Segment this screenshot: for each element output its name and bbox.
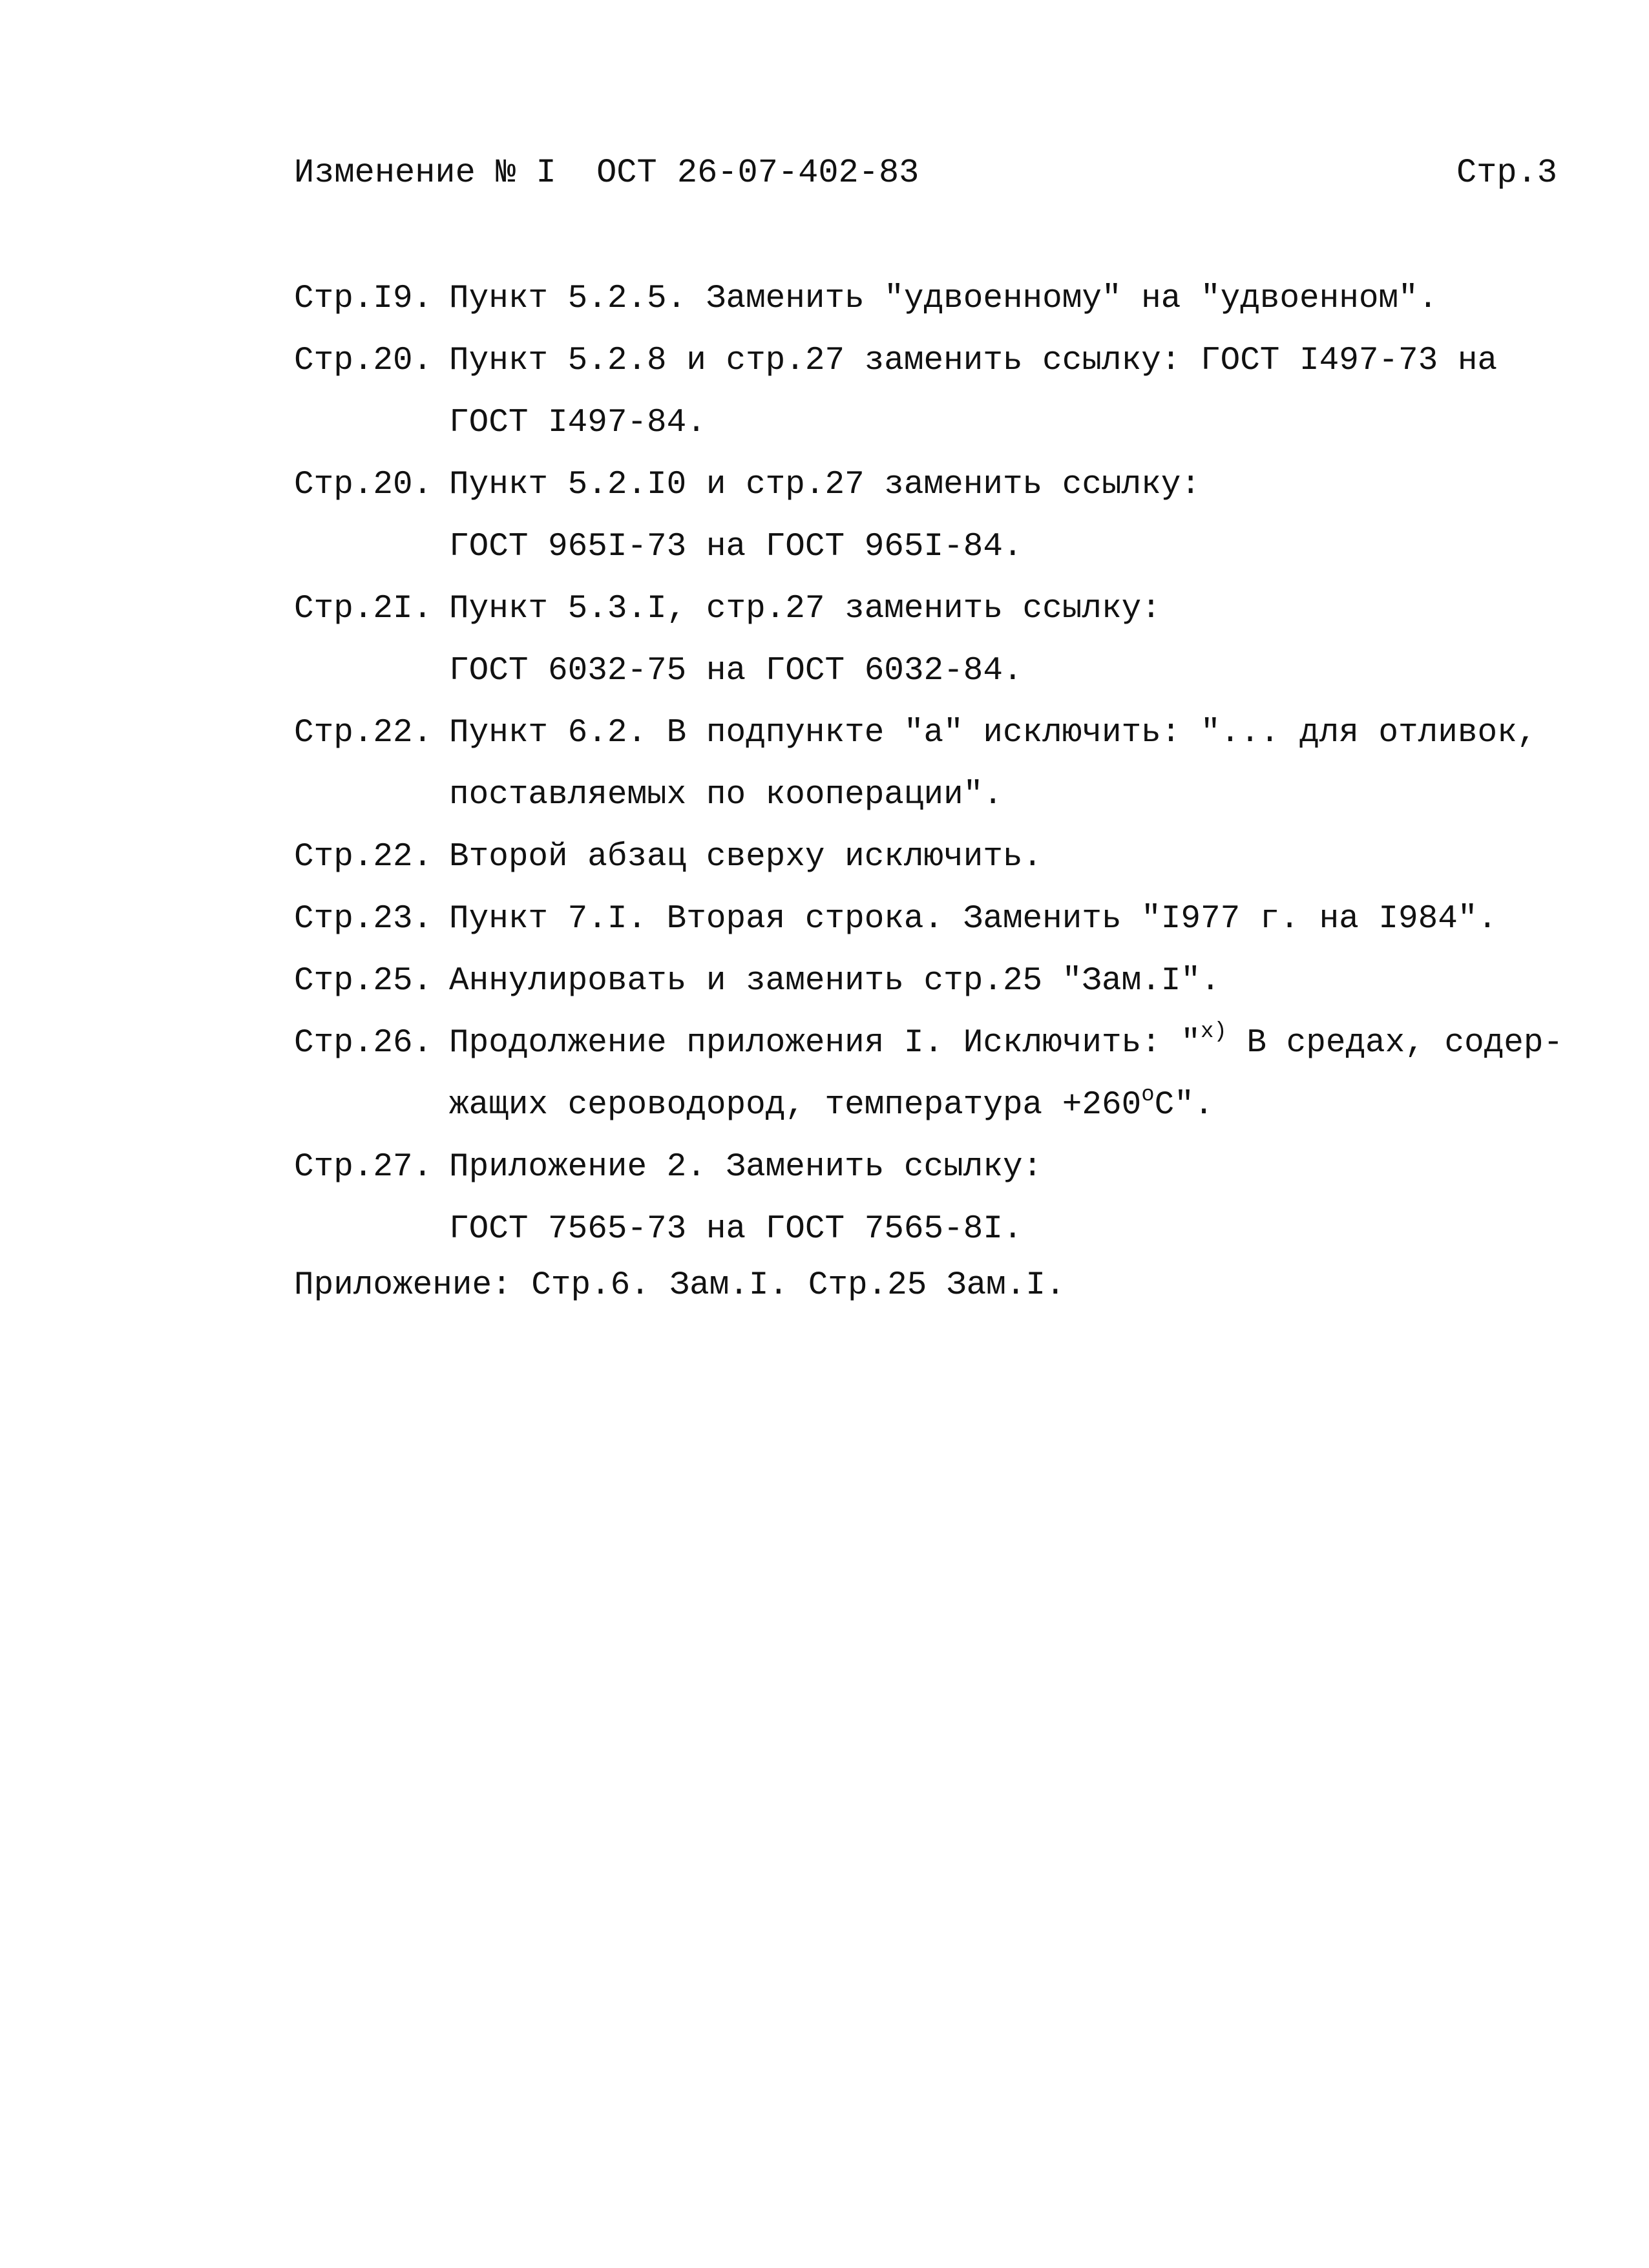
- degree-mark: о: [1141, 1083, 1155, 1108]
- change-text: [449, 888, 1560, 950]
- change-line: Приложение 2. Заменить ссылку:: [449, 1149, 1043, 1186]
- change-line-part: В средах, содер-: [1226, 1025, 1564, 1062]
- change-line: [449, 1075, 1563, 1137]
- change-line: ГОСТ 6032-75 на ГОСТ 6032-84.: [449, 653, 1023, 689]
- change-line-part: жащих сероводород, температура +260: [449, 1087, 1142, 1124]
- page-reference: Стр.25.: [294, 963, 433, 1000]
- change-item: [294, 888, 1560, 950]
- change-line: Пункт 5.2.I0 и стр.27 заменить ссылку:: [449, 467, 1201, 503]
- page-reference: Стр.26.: [294, 1025, 433, 1062]
- change-item: [294, 454, 1560, 578]
- change-line-part: С".: [1154, 1087, 1214, 1124]
- change-text: [449, 1137, 1560, 1261]
- change-line: Аннулировать и заменить стр.25 "Зам.I".: [449, 963, 1221, 1000]
- page-reference: Стр.20.: [294, 467, 433, 503]
- change-text: [449, 330, 1560, 454]
- change-text: [449, 702, 1560, 826]
- change-item: [294, 950, 1560, 1013]
- change-line: [449, 1013, 1563, 1075]
- change-text: [449, 1013, 1563, 1137]
- page-header: [294, 147, 1557, 199]
- change-line: Второй абзац сверху исключить.: [449, 839, 1043, 876]
- change-item: [294, 330, 1560, 454]
- page-reference: Стр.27.: [294, 1149, 433, 1186]
- change-line: ГОСТ 7565-73 на ГОСТ 7565-8I.: [449, 1211, 1023, 1248]
- change-line: поставляемых по кооперации".: [449, 777, 1003, 814]
- appendix-note: Приложение: Стр.6. Зам.I. Стр.25 Зам.I.: [294, 1267, 1066, 1304]
- change-item: [294, 826, 1560, 888]
- page-reference: Стр.20.: [294, 342, 433, 379]
- change-item: [294, 578, 1560, 702]
- page-reference: Стр.22.: [294, 839, 433, 876]
- change-text: [449, 950, 1560, 1013]
- change-line: ГОСТ I497-84.: [449, 404, 706, 441]
- page-reference: Стр.I9.: [294, 280, 433, 317]
- change-line: Пункт 6.2. В подпункте "а" исключить: "... для отливок,: [449, 715, 1537, 751]
- change-text: [449, 826, 1560, 888]
- change-list: [294, 268, 1564, 1261]
- change-item: [294, 1137, 1560, 1261]
- change-line: Пункт 7.I. Вторая строка. Заменить "I977 г. на I984".: [449, 901, 1498, 938]
- footnote-mark: х): [1201, 1020, 1227, 1044]
- page-reference: Стр.22.: [294, 715, 433, 751]
- change-line-part: Продолжение приложения I. Исключить: ": [449, 1025, 1201, 1062]
- change-item: [294, 268, 1560, 330]
- change-line: Пункт 5.2.5. Заменить "удвоенному" на "удвоенном".: [449, 280, 1438, 317]
- change-line: Пункт 5.2.8 и стр.27 заменить ссылку: ГОСТ I497-73 на: [449, 342, 1498, 379]
- change-line: Пункт 5.3.I, стр.27 заменить ссылку:: [449, 591, 1161, 627]
- page-number: Стр.3: [1456, 154, 1557, 192]
- document-title: Изменение № I ОСТ 26-07-402-83: [294, 154, 919, 192]
- change-item: [294, 1013, 1564, 1137]
- page-reference: Стр.2I.: [294, 591, 433, 627]
- page-reference: Стр.23.: [294, 901, 433, 938]
- change-text: [449, 454, 1560, 578]
- change-item: [294, 702, 1560, 826]
- change-line: ГОСТ 965I-73 на ГОСТ 965I-84.: [449, 529, 1023, 565]
- change-text: [449, 578, 1560, 702]
- change-text: [449, 268, 1560, 330]
